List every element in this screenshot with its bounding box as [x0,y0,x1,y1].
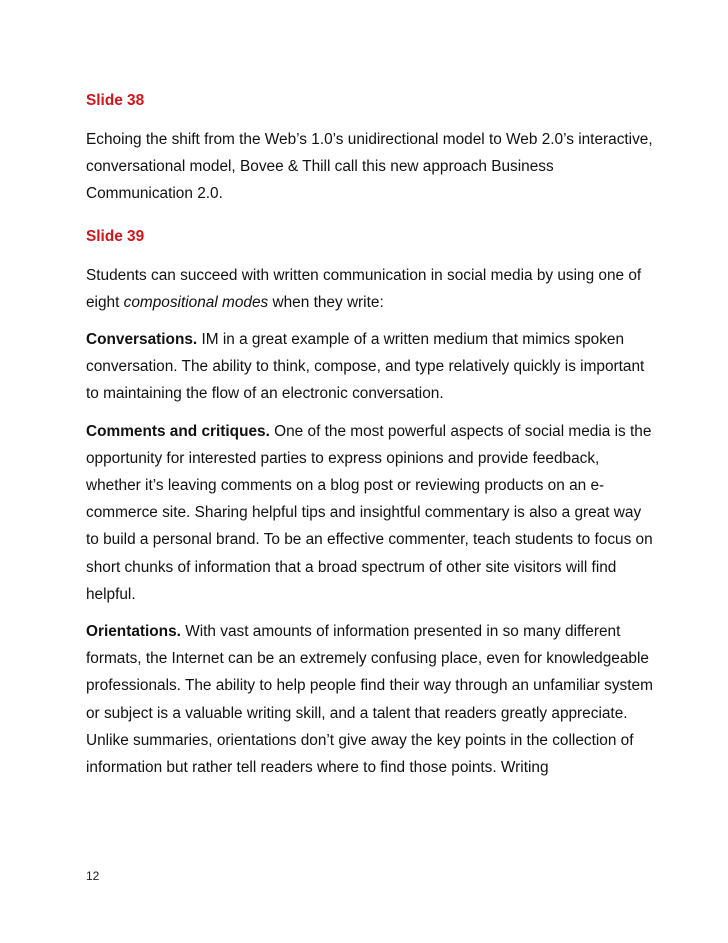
mode-lead: Comments and critiques. [86,422,270,440]
slide-38-heading: Slide 38 [86,92,145,109]
mode-lead: Conversations. [86,331,198,349]
mode-text: IM in a great example of a written medium that mimics spoken conversation. The ability to think, compose, and type relatively quickly is important to maintaining the flow of an electronic conversation. [86,331,645,403]
mode-text: One of the most powerful aspects of social media is the opportunity for interested parties to express opinions and provide feedback, whether it’s leaving comments on a blog post or reviewing products on an e-commerce site. Sharing helpful tips and insightful commentary is also a great way to build a personal brand. To be an effective commenter, teach students to focus on short chunks of information that a broad spectrum of other site visitors will find helpful. [86,422,653,603]
slide-39-intro [86,262,656,316]
mode-lead: Orientations. [86,623,181,641]
mode-orientations [86,618,656,781]
page-number: 12 [86,869,100,883]
document-page [86,88,656,791]
mode-conversations [86,326,656,408]
slide-39-heading: Slide 39 [86,227,145,245]
slide-38-paragraph: Echoing the shift from the Web’s 1.0’s unidirectional model to Web 2.0’s interactive, conversational model, Bovee & Thill call this new approach Business Communication 2.0. [86,131,653,203]
intro-emphasis: compositional modes [123,293,269,311]
intro-text-before: Students can succeed with written communication in social media by using one of eight [86,266,642,311]
mode-text: With vast amounts of information presented in so many different formats, the Internet can be an extremely confusing place, even for knowledgeable professionals. The ability to help people find their way through an unfamiliar system or subject is a valuable writing skill, and a talent that readers greatly appreciate. Unlike summaries, orientations don’t give away the key points in the collection of information but rather tell readers where to find those points. Writing [86,623,653,777]
intro-text-after: when they write: [268,293,384,311]
mode-comments-and-critiques [86,418,656,608]
